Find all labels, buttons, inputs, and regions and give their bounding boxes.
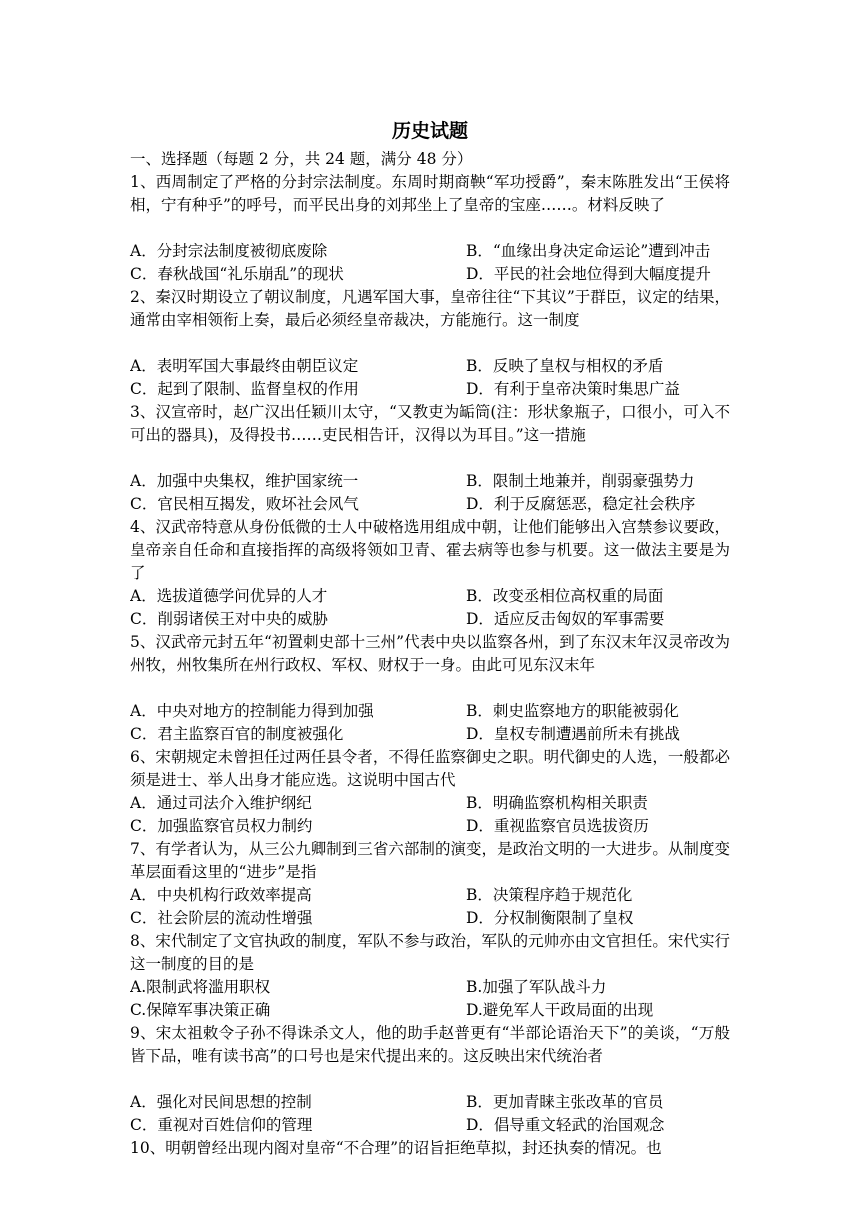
option-b: B．刺史监察地方的职能被弱化 xyxy=(466,702,679,720)
option-d: D．重视监察官员选拔资历 xyxy=(466,817,649,835)
question-4-options-ab xyxy=(130,585,730,608)
option-a: A．通过司法介入维护纲纪 xyxy=(130,794,312,812)
option-c: C．起到了限制、监督皇权的作用 xyxy=(130,380,359,398)
option-a: A．分封宗法制度被彻底废除 xyxy=(130,242,328,260)
option-c: C．君主监察百官的制度被强化 xyxy=(130,725,344,743)
question-7-options-ab xyxy=(130,884,730,907)
option-d: D．适应反击匈奴的军事需要 xyxy=(466,610,665,628)
option-c: C.保障军事决策正确 xyxy=(130,1001,271,1019)
option-c: C．加强监察官员权力制约 xyxy=(130,817,313,835)
option-b: B．限制土地兼并，削弱豪强势力 xyxy=(466,472,695,490)
option-c: C．春秋战国“礼乐崩乱”的现状 xyxy=(130,265,344,283)
option-c: C．社会阶层的流动性增强 xyxy=(130,909,313,927)
question-8-options-cd xyxy=(130,999,730,1022)
option-b: B．明确监察机构相关职责 xyxy=(466,794,648,812)
exam-title: 历史试题 xyxy=(391,120,468,142)
question-9-options-ab xyxy=(130,1091,730,1114)
question-7-stem: 7、有学者认为，从三公九卿制到三省六部制的演变，是政治文明的一大进步。从制度变革层面看这里的“进步”是指 xyxy=(130,840,730,881)
question-1-stem: 1、西周制定了严格的分封宗法制度。东周时期商鞅“军功授爵”，秦末陈胜发出“王侯将相，宁有种乎”的呼号，而平民出身的刘邦坐上了皇帝的宝座……。材料反映了 xyxy=(130,173,730,214)
option-d: D．平民的社会地位得到大幅度提升 xyxy=(466,265,711,283)
question-3-stem: 3、汉宣帝时，赵广汉出任颖川太守，“又教吏为缿筒(注：形状象瓶子，口很小，可入不可出的器具)，及得投书……吏民相告讦，汉得以为耳目。”这一措施 xyxy=(130,403,730,444)
option-a: A．中央对地方的控制能力得到加强 xyxy=(130,702,374,720)
option-a: A．中央机构行政效率提高 xyxy=(130,886,312,904)
question-1-options-ab xyxy=(130,240,730,263)
option-b: B．决策程序趋于规范化 xyxy=(466,886,633,904)
question-9-options-cd xyxy=(130,1114,730,1137)
exam-page xyxy=(130,116,730,1160)
option-c: C．重视对百姓信仰的管理 xyxy=(130,1116,313,1134)
question-6-stem: 6、宋朝规定未曾担任过两任县令者，不得任监察御史之职。明代御史的人选，一般都必须是进士、举人出身才能应选。这说明中国古代 xyxy=(130,748,730,789)
option-a: A.限制武将滥用职权 xyxy=(130,978,271,996)
question-2-stem: 2、秦汉时期设立了朝议制度，凡遇军国大事，皇帝往往“下其议”于群臣，议定的结果，通常由宰相领衔上奏，最后必须经皇帝裁决，方能施行。这一制度 xyxy=(130,288,730,329)
question-5-stem: 5、汉武帝元封五年“初置刺史部十三州”代表中央以监察各州，到了东汉末年汉灵帝改为州牧，州牧集所在州行政权、军权、财权于一身。由此可见东汉末年 xyxy=(130,633,730,674)
option-d: D．利于反腐惩恶，稳定社会秩序 xyxy=(466,495,696,513)
question-3-options-cd xyxy=(130,493,730,516)
question-8-stem: 8、宋代制定了文官执政的制度，军队不参与政治，军队的元帅亦由文官担任。宋代实行这一制度的目的是 xyxy=(130,932,730,973)
option-d: D.避免军人干政局面的出现 xyxy=(466,1001,654,1019)
option-b: B．改变丞相位高权重的局面 xyxy=(466,587,664,605)
question-5-options-ab xyxy=(130,700,730,723)
option-d: D．有利于皇帝决策时集思广益 xyxy=(466,380,680,398)
option-c: C．官民相互揭发，败坏社会风气 xyxy=(130,495,359,513)
section-heading: 一、选择题（每题 2 分，共 24 题，满分 48 分） xyxy=(130,150,473,168)
option-d: D．分权制衡限制了皇权 xyxy=(466,909,634,927)
option-a: A．加强中央集权，维护国家统一 xyxy=(130,472,359,490)
option-b: B.加强了军队战斗力 xyxy=(466,978,607,996)
option-d: D．倡导重文轻武的治国观念 xyxy=(466,1116,665,1134)
option-b: B．“血缘出身决定命运论”遭到冲击 xyxy=(466,242,711,260)
question-8-options-ab xyxy=(130,976,730,999)
question-10-stem: 10、明朝曾经出现内阁对皇帝“不合理”的诏旨拒绝草拟，封还执奏的情况。也 xyxy=(130,1139,662,1157)
question-2-options-cd xyxy=(130,378,730,401)
question-4-options-cd xyxy=(130,608,730,631)
question-5-options-cd xyxy=(130,723,730,746)
option-c: C．削弱诸侯王对中央的威胁 xyxy=(130,610,328,628)
question-6-options-cd xyxy=(130,815,730,838)
question-9-stem: 9、宋太祖敕令子孙不得诛杀文人，他的助手赵普更有“半部论语治天下”的美谈，“万般皆下品，唯有读书高”的口号也是宋代提出来的。这反映出宋代统治者 xyxy=(130,1024,730,1065)
question-3-options-ab xyxy=(130,470,730,493)
option-a: A．选拔道德学问优异的人才 xyxy=(130,587,328,605)
question-7-options-cd xyxy=(130,907,730,930)
option-d: D．皇权专制遭遇前所未有挑战 xyxy=(466,725,680,743)
option-a: A．表明军国大事最终由朝臣议定 xyxy=(130,357,359,375)
option-a: A．强化对民间思想的控制 xyxy=(130,1093,312,1111)
option-b: B．反映了皇权与相权的矛盾 xyxy=(466,357,664,375)
question-6-options-ab xyxy=(130,792,730,815)
question-4-stem: 4、汉武帝特意从身份低微的士人中破格选用组成中朝，让他们能够出入宫禁参议要政，皇帝亲自任命和直接指挥的高级将领如卫青、霍去病等也参与机要。这一做法主要是为了 xyxy=(130,518,730,582)
question-1-options-cd xyxy=(130,263,730,286)
option-b: B．更加青睐主张改革的官员 xyxy=(466,1093,664,1111)
question-2-options-ab xyxy=(130,355,730,378)
